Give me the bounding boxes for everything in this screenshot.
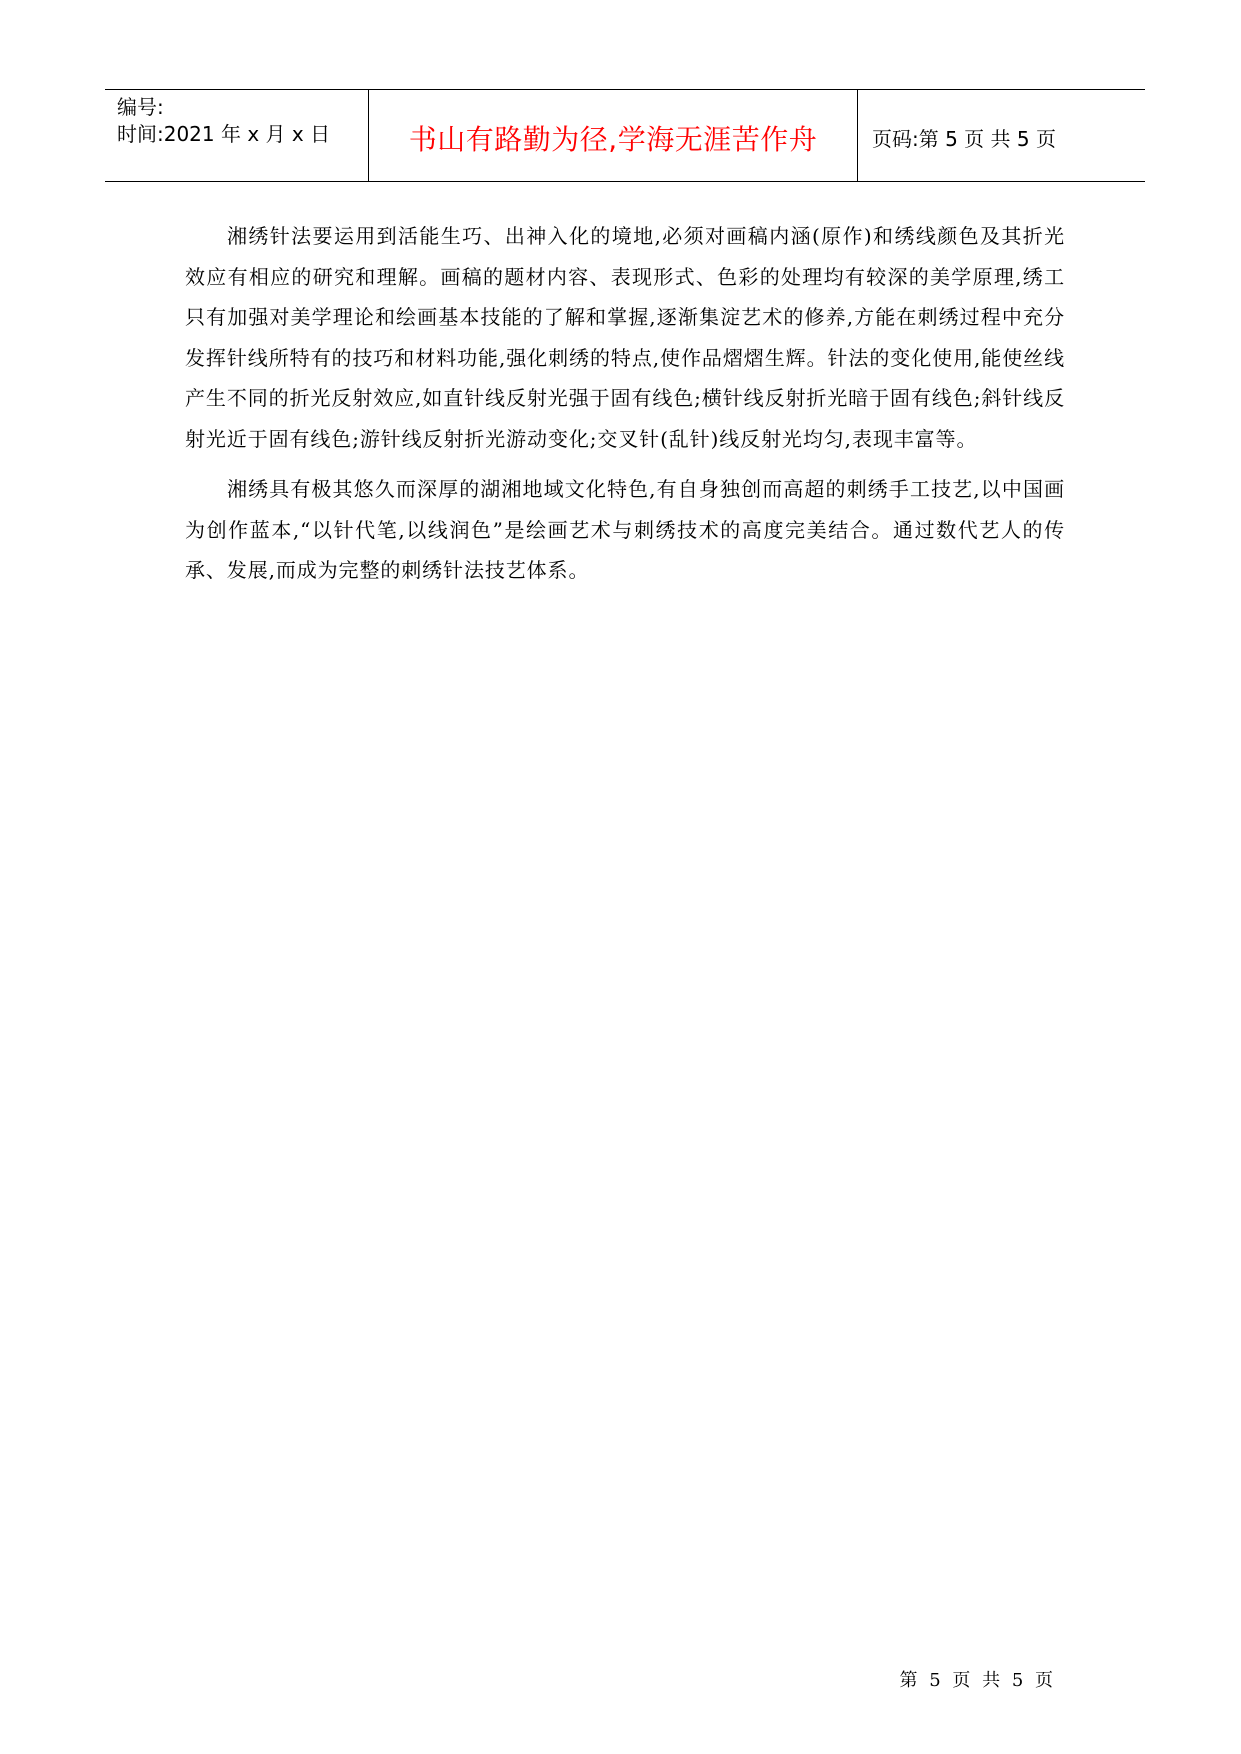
body-paragraph: 湘绣针法要运用到活能生巧、出神入化的境地,必须对画稿内涵(原作)和绣线颜色及其折光效应有相应的研究和理解。画稿的题材内容、表现形式、色彩的处理均有较深的美学原理,绣工只有加强对美学理论和绘画基本技能的了解和掌握,逐渐集淀艺术的修养,方能在刺绣过程中充分发挥针线所特有的技巧和材料功能,强化刺绣的特点,使作品熠熠生辉。针法的变化使用,能使丝线产生不同的折光反射效应,如直针线反射光强于固有线色;横针线反射折光暗于固有线色;斜针线反射光近于固有线色;游针线反射折光游动变化;交叉针(乱针)线反射光均匀,表现丰富等。 (185, 224, 1065, 451)
page-header (105, 89, 1145, 182)
document-time-label: 时间:2021 年 x 月 x 日 (117, 122, 331, 146)
header-meta (105, 90, 369, 181)
body-paragraph: 湘绣具有极其悠久而深厚的湖湘地域文化特色,有自身独创而高超的刺绣手工技艺,以中国画为创作蓝本,“以针代笔,以线润色”是绘画艺术与刺绣技术的高度完美结合。通过数代艺人的传承、发展,而成为完整的刺绣针法技艺体系。 (185, 477, 1065, 582)
header-page-info: 页码:第 5 页 共 5 页 (872, 127, 1056, 151)
header-motto: 书山有路勤为径,学海无涯苦作舟 (369, 90, 858, 181)
document-body (185, 216, 1065, 601)
page-footer-number: 第 5 页 共 5 页 (899, 1670, 1056, 1691)
document-number-label: 编号: (117, 95, 164, 119)
